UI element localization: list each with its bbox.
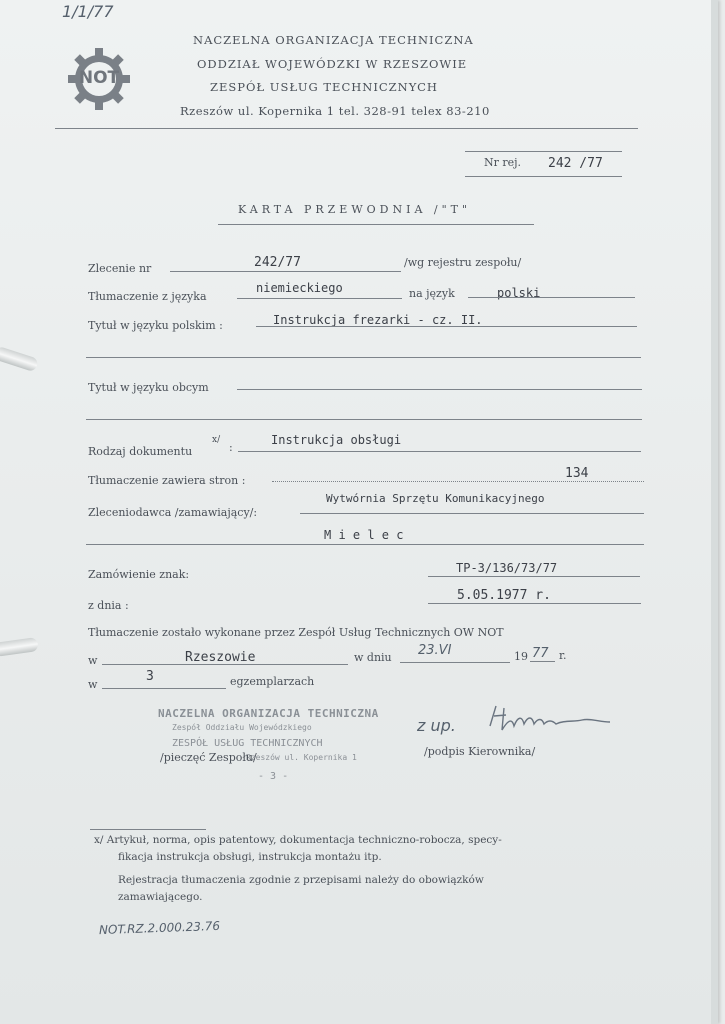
stamp-line-4: Rzeszów ul. Kopernika 1 — [246, 753, 357, 762]
header-line-3: ZESPÓŁ USŁUG TECHNICZNYCH — [210, 80, 438, 94]
rodzaj-footnote-mark: x/ — [212, 435, 221, 445]
reg-value: 242 /77 — [548, 156, 603, 171]
stron-label: Tłumaczenie zawiera stron : — [88, 474, 246, 487]
tytul-pl-value: Instrukcja frezarki - cz. II. — [273, 313, 483, 327]
header-line-1: NACZELNA ORGANIZACJA TECHNICZNA — [193, 33, 474, 47]
stron-rule — [272, 481, 644, 482]
reg-top-rule — [465, 151, 622, 152]
tytul-pl-label: Tytuł w języku polskim : — [88, 319, 223, 332]
zamowienie-rule — [428, 576, 640, 577]
na-jezyk-label: na język — [409, 287, 455, 300]
reg-bottom-rule — [465, 176, 622, 177]
tlumaczenie-z-rule — [237, 298, 402, 299]
egzemplarzy-value: 3 — [146, 669, 154, 684]
zlecenie-rule — [170, 271, 401, 272]
w-label-2: w — [88, 678, 98, 691]
logo-text: NOT — [78, 68, 120, 88]
zamowienie-value: TP-3/136/73/77 — [456, 561, 558, 575]
header-rule — [55, 128, 638, 129]
tytul-obcy-label: Tytuł w języku obcym — [88, 381, 209, 394]
corner-mark: 1/1/77 — [62, 2, 114, 21]
na-jezyk-rule — [468, 297, 635, 298]
zleceniodawca-value-2: M i e l e c — [324, 528, 404, 542]
zleceniodawca-value-1: Wytwórnia Sprzętu Komunikacyjnego — [326, 492, 545, 505]
zleceniodawca-rule — [300, 513, 644, 514]
stamp-line-5: - 3 - — [258, 771, 289, 782]
egzemplarzach-label: egzemplarzach — [230, 675, 315, 688]
rodzaj-colon: : — [229, 441, 233, 454]
rodzaj-rule — [238, 451, 641, 452]
egzemplarzy-rule — [102, 688, 226, 689]
stamp-caption: /pieczęć Zespołu/ — [160, 751, 257, 764]
w-value: Rzeszowie — [185, 650, 256, 665]
z-dnia-value: 5.05.1977 r. — [457, 588, 551, 603]
w-dniu-value: 23.VI — [418, 643, 452, 658]
zlecenie-label: Zlecenie nr — [88, 262, 152, 275]
handwritten-signature — [486, 702, 616, 742]
zlecenie-value: 242/77 — [254, 255, 301, 270]
footnote-line-1: x/ Artykuł, norma, opis patentowy, dokumentacja techniczno-robocza, specy- — [94, 834, 502, 846]
footnote-line-2: fikacja instrukcja obsługi, instrukcja montażu itp. — [118, 851, 382, 863]
w-dniu-label: w dniu — [354, 651, 392, 664]
year-prefix: 19 — [514, 650, 528, 663]
page-edge — [711, 0, 718, 1024]
not-logo-icon — [66, 46, 132, 112]
tytul-obcy-rule — [237, 389, 642, 390]
title-rule — [218, 224, 534, 225]
footnote-line-4: zamawiającego. — [118, 891, 203, 903]
tytul-pl-rule-2 — [86, 357, 641, 358]
stamp-line-2: Zespół Oddziału Wojewódzkiego — [172, 723, 312, 732]
w-label: w — [88, 654, 98, 667]
signature-prefix: z up. — [417, 716, 456, 735]
year-suffix: r. — [559, 649, 567, 662]
stron-value: 134 — [565, 466, 589, 481]
footnote-line-3: Rejestracja tłumaczenia zgodnie z przepisami należy do obowiązków — [118, 874, 484, 886]
reg-label: Nr rej. — [484, 156, 522, 169]
w-rule — [102, 664, 348, 665]
zlecenie-suffix: /wg rejestru zespołu/ — [404, 256, 522, 269]
rodzaj-label: Rodzaj dokumentu — [88, 445, 193, 458]
header-address: Rzeszów ul. Kopernika 1 tel. 328-91 telex 83-210 — [180, 104, 490, 118]
header-line-2: ODDZIAŁ WOJEWÓDZKI W RZESZOWIE — [197, 57, 468, 71]
tytul-pl-rule — [256, 326, 637, 327]
tlumaczenie-z-label: Tłumaczenie z języka — [88, 290, 207, 303]
year-value: 77 — [532, 646, 549, 661]
zleceniodawca-rule-2 — [86, 544, 644, 545]
tytul-obcy-rule-2 — [86, 419, 642, 420]
wykonane-text: Tłumaczenie zostało wykonane przez Zespół Usług Technicznych OW NOT — [88, 626, 504, 639]
z-dnia-label: z dnia : — [88, 599, 129, 612]
zleceniodawca-label: Zleceniodawca /zamawiający/: — [88, 506, 258, 519]
stamp-line-1: NACZELNA ORGANIZACJA TECHNICZNA — [158, 707, 379, 720]
tlumaczenie-z-value: niemieckiego — [256, 281, 343, 295]
z-dnia-rule — [428, 603, 641, 604]
stamp-line-3: ZESPÓŁ USŁUG TECHNICZNYCH — [172, 738, 323, 749]
zamowienie-label: Zamówienie znak: — [88, 568, 190, 581]
year-rule — [530, 661, 555, 662]
form-code: NOT.RZ.2.000.23.76 — [98, 918, 221, 938]
form-title: KARTA PRZEWODNIA /"T" — [238, 203, 472, 216]
na-jezyk-value: polski — [497, 286, 541, 300]
rodzaj-value: Instrukcja obsługi — [271, 433, 402, 447]
signature-caption: /podpis Kierownika/ — [424, 745, 536, 758]
footnote-rule — [90, 829, 206, 830]
w-dniu-rule — [400, 662, 510, 663]
